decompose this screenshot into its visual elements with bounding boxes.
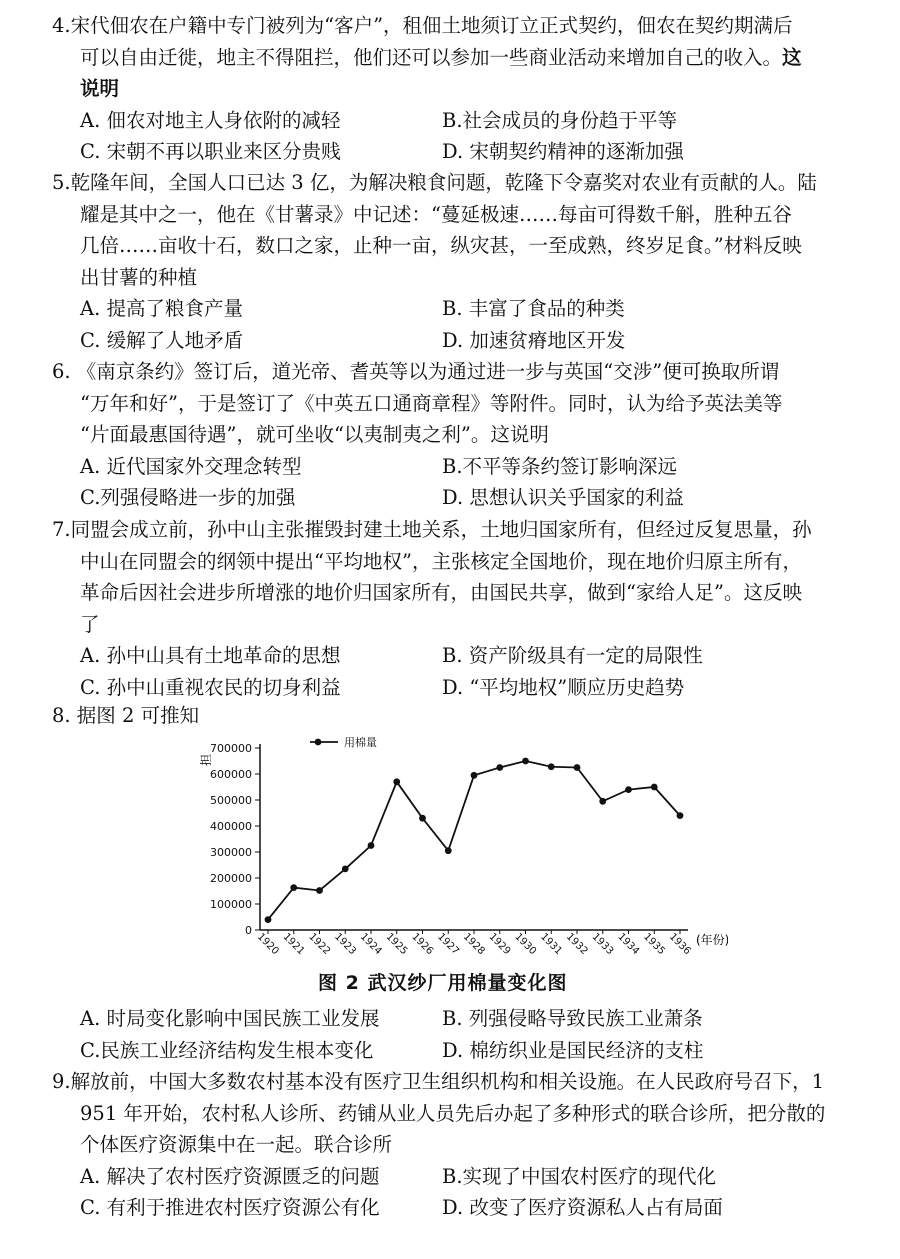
option-d[interactable]: D. 思想认识关乎国家的利益	[442, 486, 684, 509]
question-8-options	[0, 1003, 900, 1066]
option-c[interactable]: C.民族工业经济结构发生根本变化	[80, 1038, 374, 1062]
x-tick-label: 1926	[409, 931, 436, 958]
x-tick-label: 1922	[306, 931, 333, 958]
data-point	[445, 847, 452, 854]
option-c[interactable]: C. 宋朝不再以职业来区分贵贱	[80, 140, 341, 163]
stem-line: 可以自由迁徙，地主不得阻拦，他们还可以参加一些商业活动来增加自己的收入。	[80, 45, 783, 69]
x-tick-label: 1934	[615, 931, 642, 958]
chart-series	[265, 758, 684, 923]
option-a[interactable]: A. 孙中山具有土地革命的思想	[80, 644, 341, 667]
line-chart	[188, 730, 728, 970]
data-point	[599, 798, 606, 805]
y-tick-label: 400000	[210, 820, 252, 833]
options	[0, 640, 900, 703]
x-tick-label: 1931	[538, 931, 564, 958]
option-c[interactable]: C.列强侵略进一步的加强	[80, 486, 296, 509]
data-point	[471, 772, 478, 779]
options	[0, 293, 900, 356]
y-tick-label: 200000	[210, 872, 252, 885]
legend-marker	[315, 739, 322, 746]
question-5	[0, 167, 900, 356]
x-tick-label: 1933	[589, 931, 616, 958]
option-d[interactable]: D. 宋朝契约精神的逐渐加强	[442, 140, 684, 163]
legend-label: 用棉量	[344, 736, 377, 749]
x-axis-label: (年份)	[696, 933, 728, 947]
question-4	[0, 10, 900, 168]
stem-line: “万年和好”，于是签订了《中英五口通商章程》等附件。同时，认为给予英法美等	[80, 391, 783, 415]
stem-line: 7.同盟会成立前，孙中山主张摧毁封建土地关系，土地归国家所有，但经过反复思量，孙	[52, 518, 812, 541]
option-c[interactable]: C. 有利于推进农村医疗资源公有化	[80, 1196, 380, 1219]
option-b[interactable]: B. 列强侵略导致民族工业萧条	[442, 1007, 703, 1030]
x-tick-label: 1921	[280, 931, 307, 958]
question-8	[0, 700, 900, 732]
x-tick-label: 1936	[666, 931, 693, 958]
options	[0, 1003, 900, 1066]
option-b[interactable]: B.实现了中国农村医疗的现代化	[442, 1164, 717, 1188]
options	[0, 451, 900, 514]
data-point	[419, 815, 426, 822]
stem-line: 8. 据图 2 可推知	[52, 704, 200, 727]
option-b[interactable]: B. 丰富了食品的种类	[442, 297, 625, 320]
option-a[interactable]: A. 佃农对地主人身依附的减轻	[80, 108, 341, 132]
x-tick-label: 1935	[641, 931, 667, 958]
stem-line: 中山在同盟会的纲领中提出“平均地权”，主张核定全国地价，现在地价归原主所有，	[80, 549, 802, 573]
stem-line: 9.解放前，中国大多数农村基本没有医疗卫生组织机构和相关设施。在人民政府号召下，1	[52, 1070, 825, 1093]
question-9	[0, 1066, 900, 1224]
series-line	[268, 761, 680, 920]
y-tick-label: 100000	[210, 898, 252, 911]
option-a[interactable]: A. 解决了农村医疗资源匮乏的问题	[80, 1164, 380, 1188]
x-tick-label: 1920	[254, 931, 281, 958]
data-point	[625, 786, 632, 793]
stem-emphasis: 这	[782, 45, 802, 69]
x-tick-label: 1928	[460, 931, 487, 958]
data-point	[393, 778, 400, 785]
data-point	[677, 812, 684, 819]
stem-emphasis: 说明	[80, 77, 120, 100]
data-point	[651, 784, 658, 791]
figure-2-chart	[188, 730, 728, 1002]
x-tick-label: 1927	[435, 931, 461, 958]
figure-caption: 图 2 武汉纱厂用棉量变化图	[318, 972, 568, 994]
option-a[interactable]: A. 时局变化影响中国民族工业发展	[80, 1007, 380, 1030]
option-d[interactable]: D. 加速贫瘠地区开发	[442, 328, 626, 352]
option-b[interactable]: B.不平等条约签订影响深远	[442, 454, 678, 478]
x-tick-labels	[255, 930, 693, 957]
question-stem	[0, 167, 900, 293]
data-point	[342, 866, 349, 873]
question-stem	[0, 1066, 900, 1161]
x-tick-label: 1925	[383, 931, 410, 958]
y-tick-label: 300000	[210, 846, 252, 859]
x-tick-label: 1932	[563, 931, 590, 958]
data-point	[496, 764, 503, 771]
x-tick-label: 1929	[486, 931, 513, 958]
y-tick-label: 700000	[210, 742, 252, 755]
question-stem	[0, 514, 900, 640]
question-stem	[0, 700, 900, 732]
stem-line: 耀是其中之一，他在《甘薯录》中记述：“蔓延极速……每亩可得数千斛，胜种五谷	[80, 202, 792, 226]
stem-line: 个体医疗资源集中在一起。联合诊所	[80, 1133, 393, 1156]
option-a[interactable]: A. 提高了粮食产量	[80, 297, 243, 320]
data-point	[265, 916, 272, 923]
data-point	[548, 763, 555, 770]
option-a[interactable]: A. 近代国家外交理念转型	[80, 454, 302, 478]
chart-legend	[310, 735, 377, 749]
y-tick-labels	[210, 742, 260, 937]
option-d[interactable]: D. 棉纺织业是国民经济的支柱	[442, 1038, 704, 1062]
question-7	[0, 514, 900, 703]
stem-line: 出甘薯的种植	[80, 265, 198, 289]
option-b[interactable]: B.社会成员的身份趋于平等	[442, 108, 678, 132]
options	[0, 1161, 900, 1224]
x-tick-label: 1923	[332, 931, 358, 958]
data-point	[290, 884, 297, 891]
stem-line: 6. 《南京条约》签订后，道光帝、耆英等以为通过进一步与英国“交涉”便可换取所谓	[52, 360, 780, 383]
stem-line: 951 年开始，农村私人诊所、药铺从业人员先后办起了多种形式的联合诊所，把分散的	[80, 1101, 826, 1125]
question-stem	[0, 356, 900, 451]
y-axis-label: 担	[199, 753, 213, 767]
data-point	[522, 758, 529, 765]
data-point	[574, 764, 581, 771]
option-d[interactable]: D. “平均地权”顺应历史趋势	[442, 675, 685, 699]
y-tick-label: 500000	[210, 794, 252, 807]
data-point	[316, 887, 323, 894]
options	[0, 105, 900, 168]
stem-line: 几倍……亩收十石，数口之家，止种一亩，纵灾甚，一至成熟，终岁足食。”材料反映	[80, 234, 802, 257]
stem-line: 5.乾隆年间，全国人口已达 3 亿，为解决粮食问题，乾隆下令嘉奖对农业有贡献的人。陆	[52, 171, 817, 194]
question-stem	[0, 10, 900, 105]
y-tick-label: 0	[245, 924, 252, 937]
question-6	[0, 356, 900, 514]
stem-line: 4.宋代佃农在户籍中专门被列为“客户”，租佃土地须订立正式契约，佃农在契约期满后	[52, 14, 793, 37]
stem-line: “片面最惠国待遇”，就可坐收“以夷制夷之利”。这说明	[80, 423, 549, 446]
option-c[interactable]: C. 缓解了人地矛盾	[80, 328, 244, 352]
data-point	[368, 842, 375, 849]
x-tick-label: 1930	[512, 931, 539, 958]
stem-line: 革命后因社会进步所增涨的地价归国家所有，由国民共享，做到“家给人足”。这反映	[80, 581, 802, 604]
stem-line: 了	[80, 612, 100, 636]
option-c[interactable]: C. 孙中山重视农民的切身利益	[80, 675, 341, 699]
x-tick-label: 1924	[357, 931, 384, 958]
option-d[interactable]: D. 改变了医疗资源私人占有局面	[442, 1196, 723, 1219]
y-tick-label: 600000	[210, 768, 252, 781]
option-b[interactable]: B. 资产阶级具有一定的局限性	[442, 644, 703, 667]
